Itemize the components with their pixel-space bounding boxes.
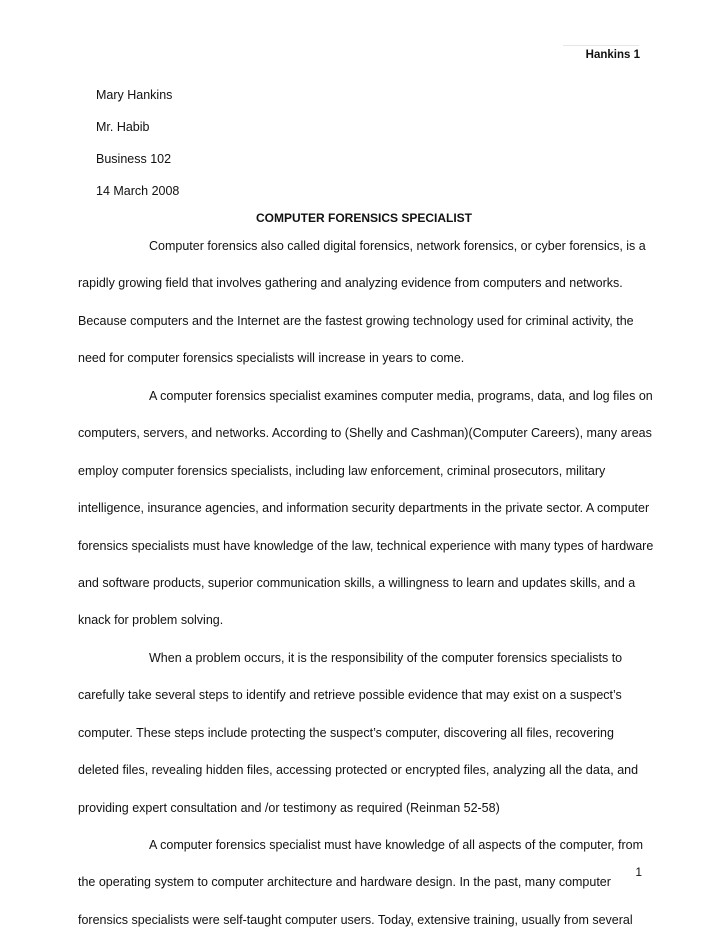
paragraph-line: forensics specialists were self-taught computer users. Today, extensive training, usually from several [78, 912, 633, 927]
paragraph-line: carefully take several steps to identify and retrieve possible evidence that may exist on a suspect’s [78, 688, 622, 703]
heading-block [96, 88, 179, 216]
header-rule [563, 45, 639, 46]
paragraph-line: A computer forensics specialist examines computer media, programs, data, and log files on [149, 388, 653, 403]
paragraph-line: computers, servers, and networks. According to (Shelly and Cashman)(Computer Careers), many areas [78, 426, 652, 441]
page-number: 1 [635, 865, 642, 879]
paragraph-line: rapidly growing field that involves gathering and analyzing evidence from computers and networks. [78, 276, 623, 291]
date: 14 March 2008 [96, 184, 180, 198]
body-text [78, 239, 658, 950]
running-head: Hankins 1 [585, 49, 640, 61]
paragraph-line: A computer forensics specialist must have knowledge of all aspects of the computer, from [149, 838, 643, 852]
paragraph-line: need for computer forensics specialists will increase in years to come. [78, 351, 465, 366]
paragraph-line: Computer forensics also called digital forensics, network forensics, or cyber forensics, is a [149, 239, 646, 253]
paragraph-line: intelligence, insurance agencies, and information security departments in the private sector. A computer [78, 501, 650, 516]
paragraph-line: providing expert consultation and /or testimony as required (Reinman 52-58) [78, 800, 500, 815]
paragraph-line: Because computers and the Internet are the fastest growing technology used for criminal activity, the [78, 313, 634, 328]
author-name: Mary Hankins [96, 88, 173, 102]
document-title: COMPUTER FORENSICS SPECIALIST [255, 211, 473, 225]
paragraph-line: When a problem occurs, it is the responsibility of the computer forensics specialists to [149, 650, 623, 665]
paragraph-line: and software products, superior communication skills, a willingness to learn and updates skills, and a [78, 575, 636, 590]
paragraph-line: knack for problem solving. [78, 613, 224, 628]
course-name: Business 102 [96, 152, 172, 166]
paragraph-line: deleted files, revealing hidden files, accessing protected or encrypted files, analyzing all the data, and [78, 763, 639, 778]
paragraph-line: forensics specialists must have knowledge of the law, technical experience with many types of hardware [78, 538, 654, 553]
paragraph-line: employ computer forensics specialists, including law enforcement, criminal prosecutors, military [78, 463, 606, 478]
paragraph-line: computer. These steps include protecting the suspect’s computer, discovering all files, recovering [78, 725, 614, 740]
paragraph-line: the operating system to computer architecture and hardware design. In the past, many computer [78, 875, 611, 890]
instructor-name: Mr. Habib [96, 120, 150, 134]
